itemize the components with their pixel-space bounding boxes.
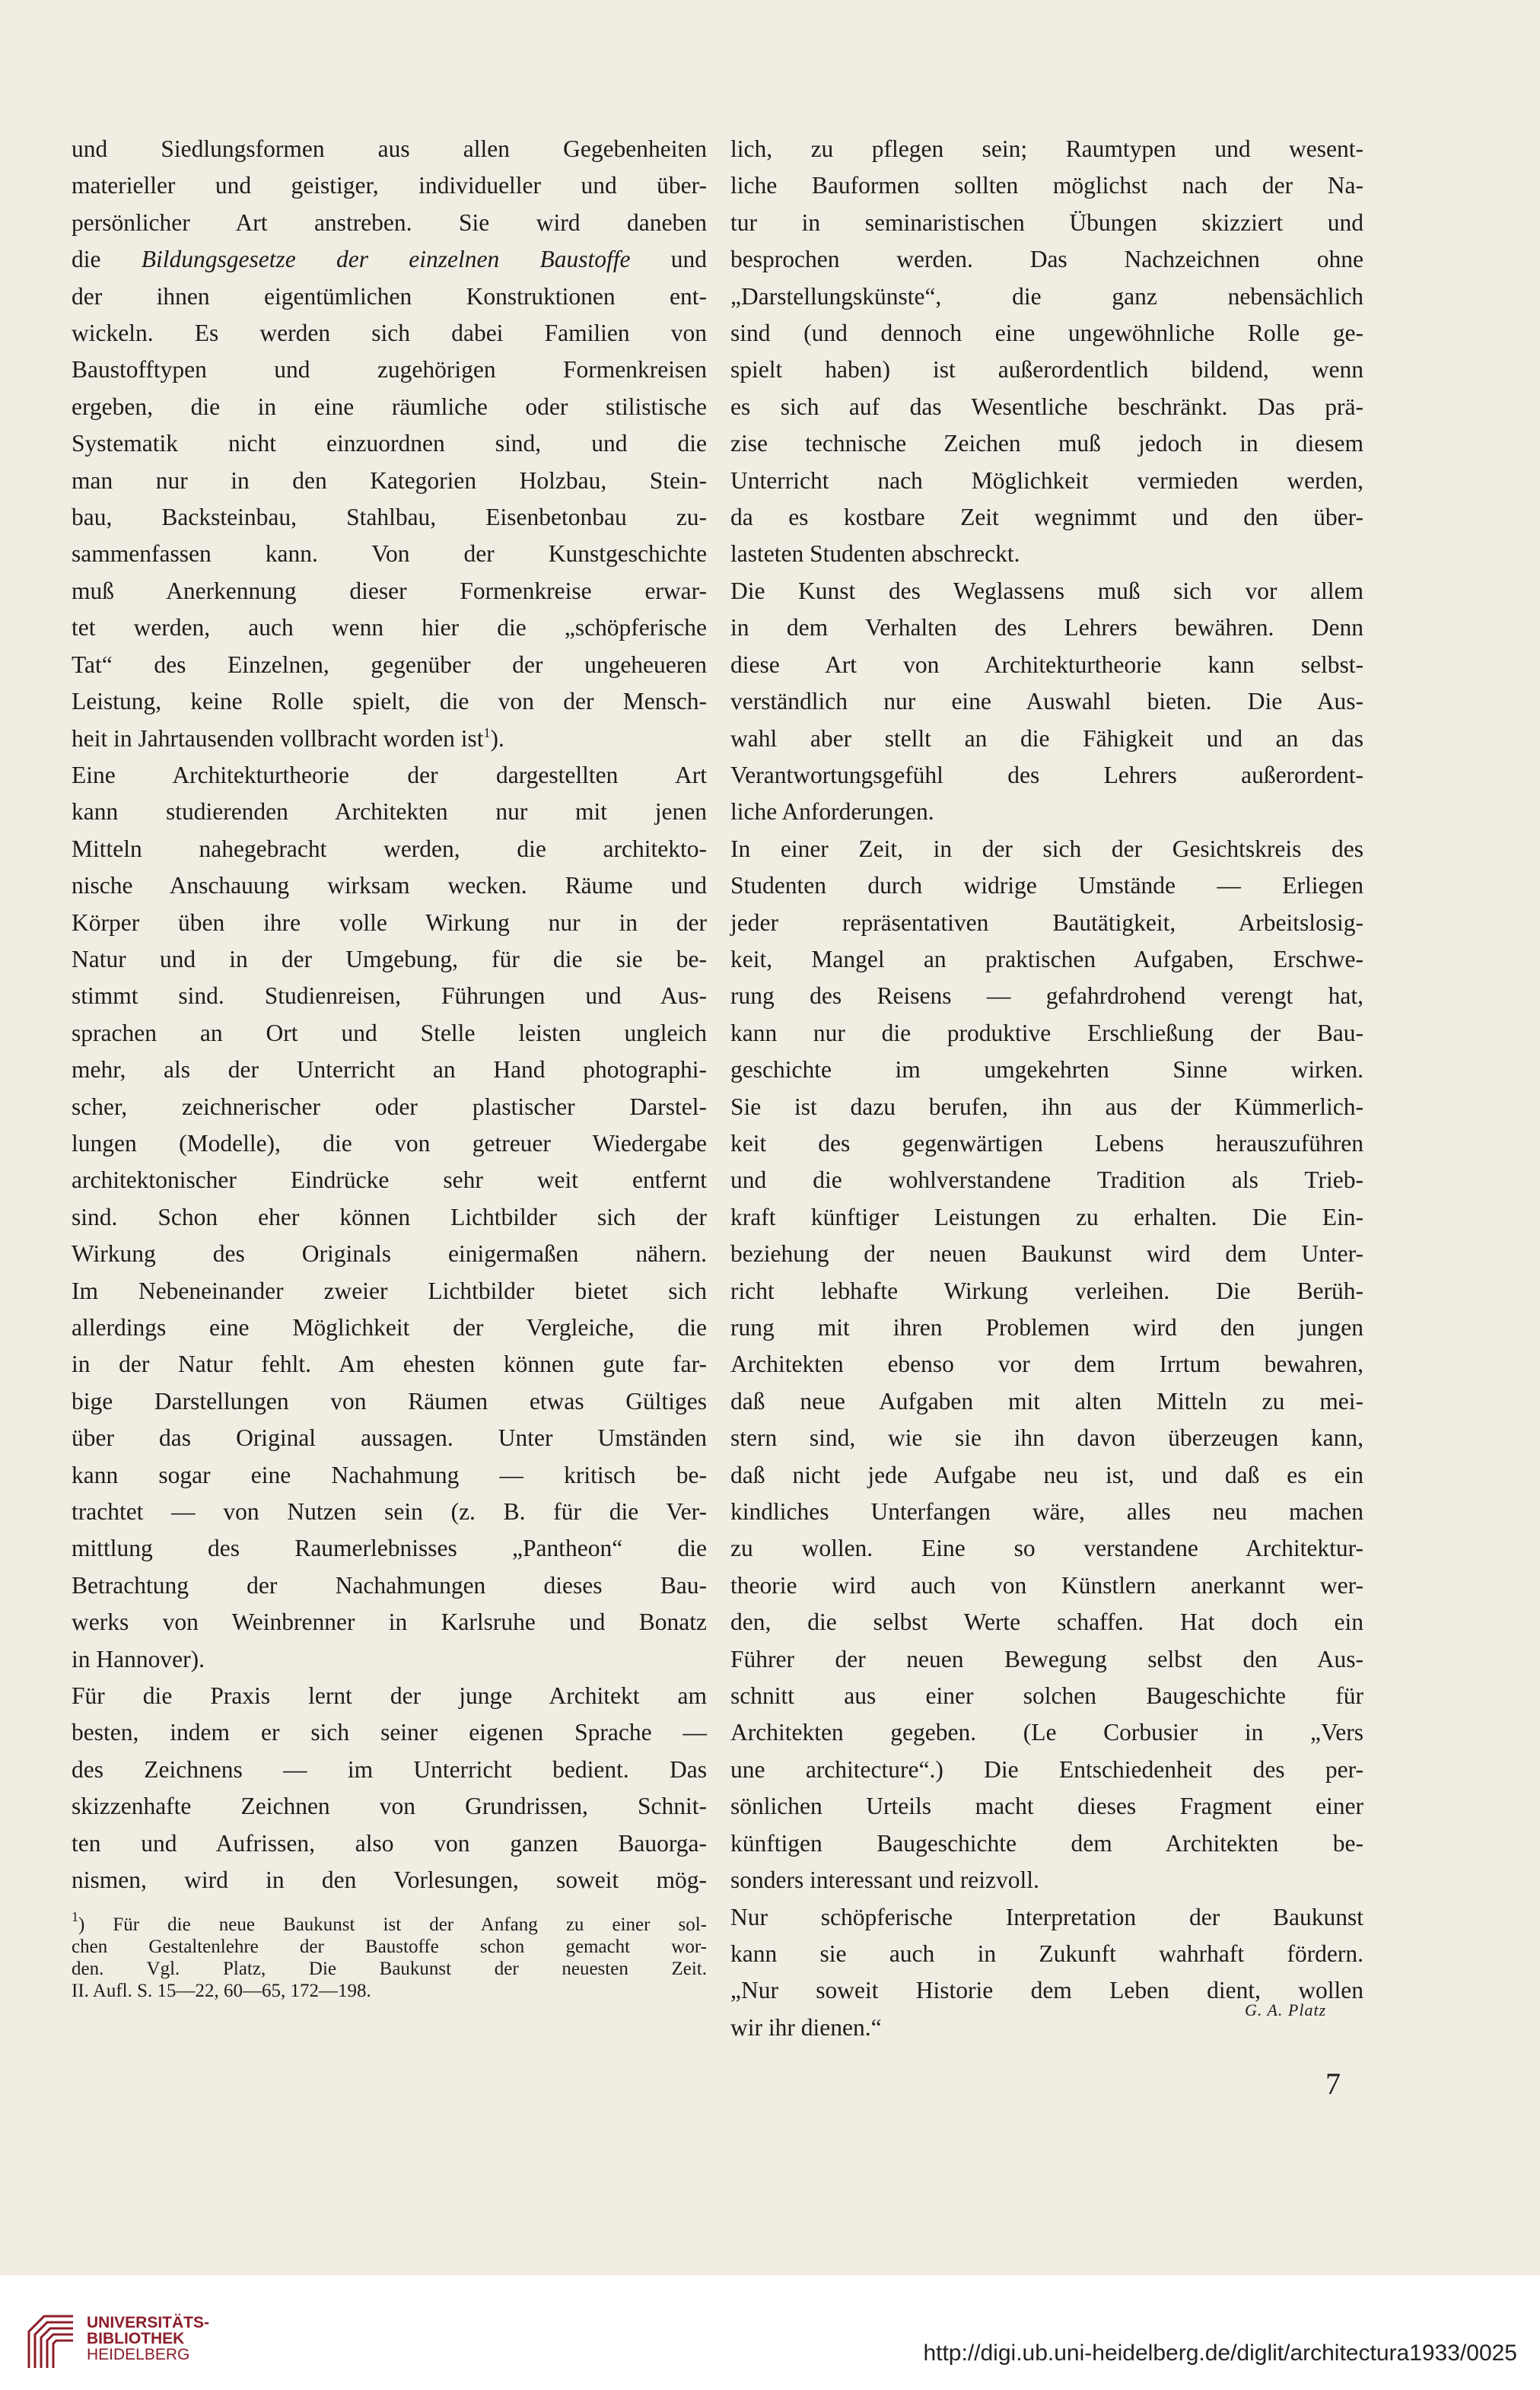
right-text-line: Sie ist dazu berufen, ihn aus der Kümmerlich- xyxy=(730,1093,1363,1120)
fn-line: II. Aufl. S. 15—22, 60—65, 172—198. xyxy=(72,1981,371,2001)
left-text-line: nismen, wird in den Vorlesungen, soweit mög- xyxy=(72,1866,707,1894)
left-text-line: mehr, als der Unterricht an Hand photographi- xyxy=(72,1056,707,1084)
left-text-line: man nur in den Kategorien Holzbau, Stein- xyxy=(72,466,707,494)
right-text-line: und die wohlverstandene Tradition als Trieb- xyxy=(730,1166,1363,1194)
right-text-line: in dem Verhalten des Lehrers bewähren. Denn xyxy=(730,614,1363,641)
author-signature: G. A. Platz xyxy=(1245,2000,1327,2019)
left-text-line: Betrachtung der Nachahmungen dieses Bau- xyxy=(72,1571,707,1599)
right-text-line: „Nur soweit Historie dem Leben dient, wollen xyxy=(730,1977,1363,2004)
right-text-line: liche Anforderungen. xyxy=(730,798,934,826)
left-text-line: werks von Weinbrenner in Karlsruhe und Bonatz xyxy=(72,1609,707,1636)
left-text-line: scher, zeichnerischer oder plastischer Darstel- xyxy=(72,1093,707,1120)
library-logo-icon xyxy=(24,2312,78,2372)
left-text-line: in Hannover). xyxy=(72,1645,205,1672)
right-text-line: daß nicht jede Aufgabe neu ist, und daß es ein xyxy=(730,1461,1363,1488)
right-text-line: Studenten durch widrige Umstände — Erliegen xyxy=(730,872,1363,899)
left-text-line: sprachen an Ort und Stelle leisten ungleich xyxy=(72,1019,707,1046)
left-text-line: nische Anschauung wirksam wecken. Räume und xyxy=(72,872,707,899)
right-text-line: sönlichen Urteils macht dieses Fragment einer xyxy=(730,1793,1363,1820)
right-text-line: rung des Reisens — gefahrdrohend verengt hat, xyxy=(730,982,1363,1010)
left-text-line: Für die Praxis lernt der junge Architekt am xyxy=(72,1682,707,1710)
left-text-line: Systematik nicht einzuordnen sind, und die xyxy=(72,430,707,457)
left-text-line: Im Nebeneinander zweier Lichtbilder bietet sich xyxy=(72,1277,707,1304)
right-text-line: kann sie auch in Zukunft wahrhaft fördern. xyxy=(730,1940,1363,1967)
right-text-line: wahl aber stellt an die Fähigkeit und an das xyxy=(730,724,1363,752)
right-text-line: Unterricht nach Möglichkeit vermieden werden, xyxy=(730,466,1363,494)
left-text-line: des Zeichnens — im Unterricht bedient. Das xyxy=(72,1755,707,1783)
right-text-line: spielt haben) ist außerordentlich bildend, wenn xyxy=(730,356,1363,383)
left-text-line: kann studierenden Architekten nur mit jenen xyxy=(72,798,707,826)
right-text-line: Verantwortungsgefühl des Lehrers außerordent- xyxy=(730,761,1363,788)
right-text-line: den, die selbst Werte schaffen. Hat doch ein xyxy=(730,1609,1363,1636)
right-text-line: Führer der neuen Bewegung selbst den Aus- xyxy=(730,1645,1363,1672)
left-text-line: über das Original aussagen. Unter Umständen xyxy=(72,1424,707,1452)
right-text-line: keit, Mangel an praktischen Aufgaben, Erschwe- xyxy=(730,945,1363,972)
right-text-line: wir ihr dienen.“ xyxy=(730,2013,882,2041)
left-text-line: Tat“ des Einzelnen, gegenüber der ungeheueren xyxy=(72,651,707,678)
logo-line-2: BIBLIOTHEK xyxy=(87,2330,185,2347)
right-text-line: es sich auf das Wesentliche beschränkt. Das prä- xyxy=(730,393,1363,420)
right-text-line: Architekten ebenso vor dem Irrtum bewahren, xyxy=(730,1351,1363,1378)
left-text-line: die Bildungsgesetze der einzelnen Baustoffe und xyxy=(72,246,708,273)
left-text-line: Leistung, keine Rolle spielt, die von der Mensch- xyxy=(72,688,707,715)
fn-line: $^1$) Für die neue Baukunst ist der Anfang zu einer sol- xyxy=(72,1909,707,1935)
left-text-line: Eine Architekturtheorie der dargestellten Art xyxy=(72,761,707,788)
right-text-line: lasteten Studenten abschreckt. xyxy=(730,540,1020,568)
left-text-line: in der Natur fehlt. Am ehesten können gute far- xyxy=(72,1351,707,1378)
left-text-line: Körper üben ihre volle Wirkung nur in der xyxy=(72,909,707,936)
right-text-column xyxy=(730,131,1363,2046)
left-text-line: mittlung des Raumerlebnisses „Pantheon“ die xyxy=(72,1535,707,1562)
left-text-line: stimmt sind. Studienreisen, Führungen und Aus- xyxy=(72,982,707,1010)
page-number: 7 xyxy=(1325,2067,1341,2101)
right-text-line: stern sind, wie sie ihn davon überzeugen kann, xyxy=(730,1424,1363,1452)
right-text-line: kraft künftiger Leistungen zu erhalten. Die Ein- xyxy=(730,1203,1363,1230)
left-text-line: Mitteln nahegebracht werden, die architekto- xyxy=(72,835,707,862)
right-text-line: theorie wird auch von Künstlern anerkannt wer- xyxy=(730,1571,1363,1599)
left-text-line: skizzenhafte Zeichnen von Grundrissen, Schnit- xyxy=(72,1793,707,1820)
right-text-line: schnitt aus einer solchen Baugeschichte für xyxy=(730,1682,1363,1710)
right-text-line: künftigen Baugeschichte dem Architekten be- xyxy=(730,1829,1363,1857)
right-text-line: liche Bauformen sollten möglichst nach der Na- xyxy=(730,172,1363,199)
right-text-line: tur in seminaristischen Übungen skizziert und xyxy=(730,208,1363,236)
right-text-line: Die Kunst des Weglassens muß sich vor allem xyxy=(730,577,1363,604)
right-text-line: lich, zu pflegen sein; Raumtypen und wesent- xyxy=(730,135,1363,162)
left-text-line: tet werden, auch wenn hier die „schöpferische xyxy=(72,614,707,641)
right-text-line: sonders interessant und reizvoll. xyxy=(730,1866,1039,1894)
right-text-line: richt lebhafte Wirkung verleihen. Die Berüh- xyxy=(730,1277,1363,1304)
right-text-line: Architekten gegeben. (Le Corbusier in „Vers xyxy=(730,1719,1363,1746)
right-text-line: verständlich nur eine Auswahl bieten. Die Aus- xyxy=(730,688,1363,715)
left-text-line: heit in Jahrtausenden vollbracht worden ist$^1$). xyxy=(72,724,504,752)
library-logo-text xyxy=(87,2315,209,2363)
fn-line: den. Vgl. Platz, Die Baukunst der neuesten Zeit. xyxy=(72,1959,707,1979)
left-text-line: persönlicher Art anstreben. Sie wird daneben xyxy=(72,208,707,236)
left-text-line: muß Anerkennung dieser Formenkreise erwar- xyxy=(72,577,707,604)
right-text-line: besprochen werden. Das Nachzeichnen ohne xyxy=(730,246,1363,273)
left-text-column xyxy=(72,131,707,1899)
left-text-line: sind. Schon eher können Lichtbilder sich der xyxy=(72,1203,707,1230)
left-text-line: ten und Aufrissen, also von ganzen Bauorga- xyxy=(72,1829,707,1857)
left-text-line: wickeln. Es werden sich dabei Familien von xyxy=(72,320,707,347)
right-text-line: zise technische Zeichen muß jedoch in diesem xyxy=(730,430,1363,457)
right-text-line: diese Art von Architekturtheorie kann selbst- xyxy=(730,651,1363,678)
right-text-line: da es kostbare Zeit wegnimmt und den über- xyxy=(730,504,1363,531)
left-text-line: ergeben, die in eine räumliche oder stilistische xyxy=(72,393,707,420)
right-text-line: sind (und dennoch eine ungewöhnliche Rolle ge- xyxy=(730,320,1363,347)
right-text-line: „Darstellungskünste“, die ganz nebensächlich xyxy=(730,282,1363,310)
right-text-line: jeder repräsentativen Bautätigkeit, Arbeitslosig- xyxy=(730,909,1363,936)
right-text-line: Nur schöpferische Interpretation der Baukunst xyxy=(730,1903,1363,1930)
right-text-line: une architecture“.) Die Entschiedenheit des per- xyxy=(730,1755,1363,1783)
logo-line-1: UNIVERSITÄTS- xyxy=(87,2314,210,2331)
left-text-line: trachtet — von Nutzen sein (z. B. für die Ver- xyxy=(72,1498,707,1526)
right-text-line: rung mit ihren Problemen wird den jungen xyxy=(730,1314,1363,1341)
left-text-line: Natur und in der Umgebung, für die sie be- xyxy=(72,945,707,972)
left-text-line: besten, indem er sich seiner eigenen Sprache — xyxy=(72,1719,707,1746)
left-text-line: der ihnen eigentümlichen Konstruktionen ent- xyxy=(72,282,707,310)
footnote xyxy=(72,1909,707,2002)
right-text-line: keit des gegenwärtigen Lebens herauszuführen xyxy=(730,1129,1363,1157)
right-text-line: kindliches Unterfangen wäre, alles neu machen xyxy=(730,1498,1363,1526)
left-text-line: allerdings eine Möglichkeit der Vergleiche, die xyxy=(72,1314,707,1341)
left-text-line: lungen (Modelle), die von getreuer Wiedergabe xyxy=(72,1129,707,1157)
right-text-line: In einer Zeit, in der sich der Gesichtskreis des xyxy=(730,835,1363,862)
fn-line: chen Gestaltenlehre der Baustoffe schon gemacht wor- xyxy=(72,1937,707,1957)
left-text-line: bige Darstellungen von Räumen etwas Gültiges xyxy=(72,1387,707,1415)
right-text-line: beziehung der neuen Baukunst wird dem Unter- xyxy=(730,1240,1363,1268)
left-text-line: Baustofftypen und zugehörigen Formenkreisen xyxy=(72,356,707,383)
right-text-line: zu wollen. Eine so verstandene Architektur- xyxy=(730,1535,1363,1562)
right-text-line: geschichte im umgekehrten Sinne wirken. xyxy=(730,1056,1363,1084)
library-footer xyxy=(0,2275,1540,2390)
logo-line-3: HEIDELBERG xyxy=(87,2346,190,2363)
right-text-line: kann nur die produktive Erschließung der Bau- xyxy=(730,1019,1363,1046)
left-text-line: Wirkung des Originals einigermaßen nähern. xyxy=(72,1240,707,1268)
left-text-line: architektonischer Eindrücke sehr weit entfernt xyxy=(72,1166,707,1194)
left-text-line: sammenfassen kann. Von der Kunstgeschichte xyxy=(72,540,707,568)
source-url[interactable]: http://digi.ub.uni-heidelberg.de/diglit/architectura1933/0025 xyxy=(923,2341,1517,2366)
left-text-line: materieller und geistiger, individueller und über- xyxy=(72,172,707,199)
left-text-line: kann sogar eine Nachahmung — kritisch be- xyxy=(72,1461,707,1488)
right-text-line: daß neue Aufgaben mit alten Mitteln zu mei- xyxy=(730,1387,1363,1415)
left-text-line: und Siedlungsformen aus allen Gegebenheiten xyxy=(72,135,707,162)
left-text-line: bau, Backsteinbau, Stahlbau, Eisenbetonbau zu- xyxy=(72,504,707,531)
